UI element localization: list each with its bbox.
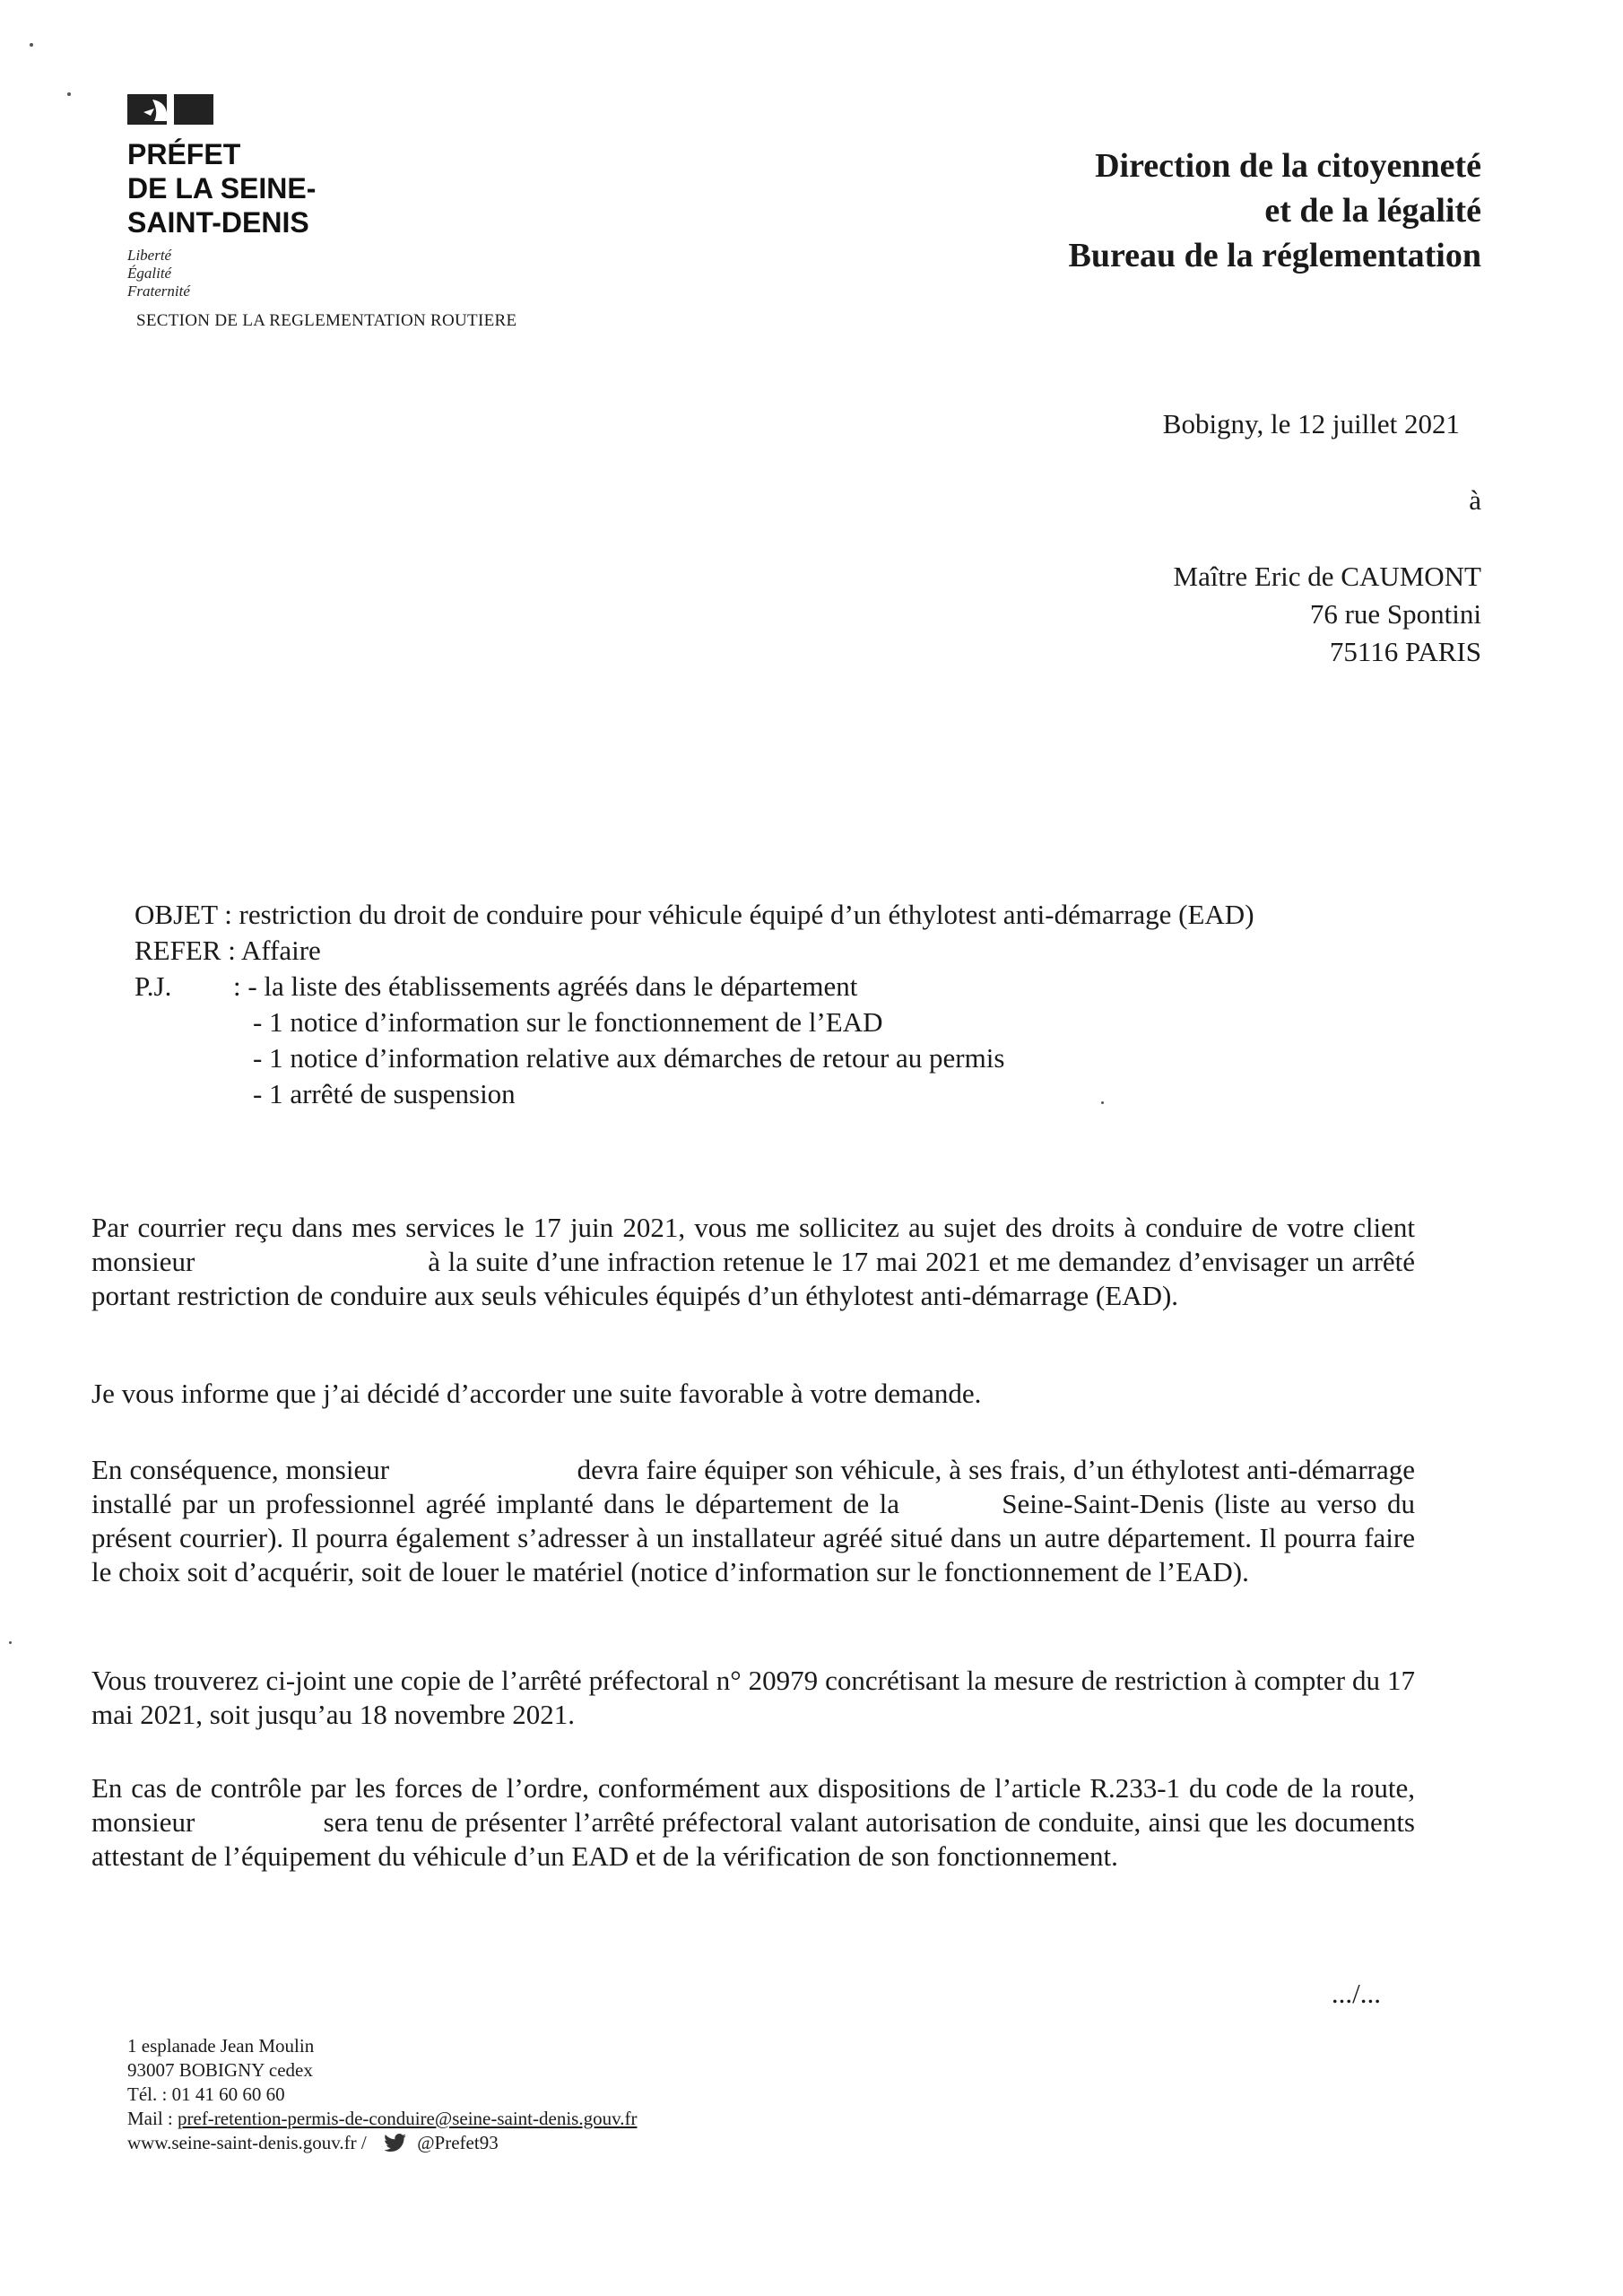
paragraph-text: Je vous informe que j’ai décidé d’accorder une suite favorable à votre demande. <box>91 1378 982 1409</box>
footer-website[interactable]: www.seine-saint-denis.gouv.fr / <box>127 2132 367 2153</box>
paragraph-text: Vous trouverez ci-joint une copie de l’arrêté préfectoral n° 20979 concrétisant la mesure de restriction à compter du 17 mai 2021, soit jusqu’au 18 novembre 2021. <box>91 1665 1415 1730</box>
section-label: SECTION DE LA REGLEMENTATION ROUTIERE <box>136 311 517 330</box>
prefet-title <box>127 137 432 239</box>
footer-twitter-handle[interactable]: @Prefet93 <box>417 2132 499 2153</box>
recipient-address <box>1174 558 1482 671</box>
prefet-title-line: PRÉFET <box>127 138 241 170</box>
attachment-item: - 1 notice d’information sur le fonctionnement de l’EAD <box>253 1006 883 1038</box>
footer-address-line: 93007 BOBIGNY cedex <box>127 2059 313 2081</box>
direction-line: Direction de la citoyenneté <box>1095 147 1481 185</box>
subject-line: OBJET : restriction du droit de conduire pour véhicule équipé d’un éthylotest anti-démarrage (EAD) <box>135 899 1254 930</box>
recipient-name: Maître Eric de CAUMONT <box>1173 561 1481 592</box>
body-paragraph <box>91 1211 1422 1313</box>
prefet-title-line: SAINT-DENIS <box>127 206 309 239</box>
footer-web-line <box>127 2131 637 2155</box>
body-paragraph <box>91 1664 1415 1732</box>
subject-block <box>135 897 1480 1112</box>
marianne-logo-icon <box>127 94 213 125</box>
republic-motto <box>127 247 190 300</box>
motto-liberte: Liberté <box>127 247 172 264</box>
attachments-line <box>135 969 1480 1004</box>
direction-line: et de la légalité <box>1264 192 1481 230</box>
recipient-street: 76 rue Spontini <box>1309 598 1481 630</box>
paragraph-text: En conséquence, monsieur devra faire équiper son véhicule, à ses frais, d’un éthylotest anti-démarrage installé par un professionnel agréé implanté dans le département de la Seine-Saint-Denis (liste au verso du présent courrier). Il pourra également s’adresser à un installateur agréé situé dans un autre département. Il pourra faire le choix soit d’acquérir, soit de louer le matériel (notice d’information sur le fonctionnement de l’EAD). <box>91 1454 1422 1587</box>
direction-line: Bureau de la réglementation <box>1068 237 1481 274</box>
body-paragraph <box>91 1771 1422 1874</box>
recipient-prefix: à <box>1469 484 1481 516</box>
footer-mail-link[interactable]: pref-retention-permis-de-conduire@seine-saint-denis.gouv.fr <box>178 2108 638 2129</box>
prefet-title-line: DE LA SEINE- <box>127 172 317 204</box>
direction-header <box>1068 144 1481 278</box>
attachment-item: : - la liste des établissements agréés dans le département <box>233 970 858 1002</box>
footer-mail-line <box>127 2107 637 2131</box>
footer-phone: Tél. : 01 41 60 60 60 <box>127 2083 285 2105</box>
footer-mail-label: Mail : <box>127 2108 178 2129</box>
motto-egalite: Égalité <box>127 265 172 282</box>
attachment-item: - 1 arrêté de suspension <box>253 1078 516 1109</box>
body-paragraph <box>91 1453 1422 1589</box>
paragraph-text: Par courrier reçu dans mes services le 17 juin 2021, vous me sollicitez au sujet des droits à conduire de votre client monsieur à la suite d’une infraction retenue le 17 mai 2021 et me demandez d’envisager un arrêté portant restriction de conduire aux seuls véhicules équipés d’un éthylotest anti-démarrage (EAD). <box>91 1212 1422 1311</box>
paragraph-text: En cas de contrôle par les forces de l’ordre, conformément aux dispositions de l’article R.233-1 du code de la route, monsieur sera tenu de présenter l’arrêté préfectoral valant autorisation de conduite, ainsi que les documents attestant de l’équipement du véhicule d’un EAD et de la vérification de son fonctionnement. <box>91 1772 1422 1872</box>
footer-address-line: 1 esplanade Jean Moulin <box>127 2035 315 2057</box>
scan-speck <box>30 43 33 47</box>
recipient-city: 75116 PARIS <box>1329 636 1481 667</box>
date-line: Bobigny, le 12 juillet 2021 <box>1162 408 1460 439</box>
motto-fraternite: Fraternité <box>127 283 190 300</box>
twitter-bird-icon <box>384 2134 407 2152</box>
body-paragraph <box>91 1377 1415 1411</box>
attachments-label: P.J. <box>135 970 172 1002</box>
continuation-mark: .../... <box>1331 1978 1381 2009</box>
footer-contact <box>127 2034 637 2155</box>
scan-speck <box>67 92 71 96</box>
attachment-item: - 1 notice d’information relative aux démarches de retour au permis <box>253 1042 1005 1074</box>
reference-line: REFER : Affaire <box>135 935 321 966</box>
scan-speck <box>9 1641 12 1644</box>
